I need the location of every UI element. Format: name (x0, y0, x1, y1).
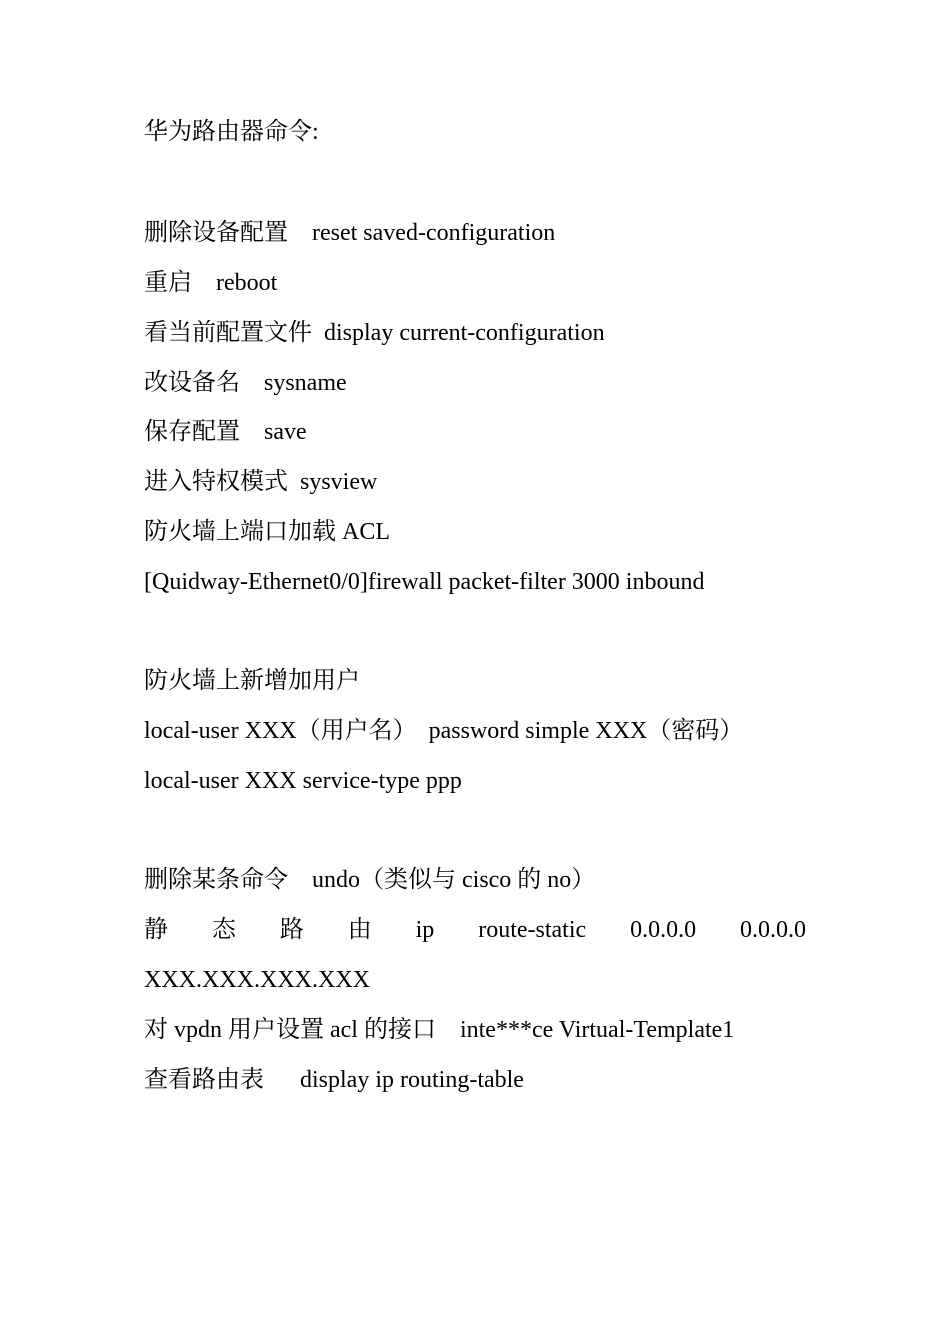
command-line-static-route (144, 915, 806, 945)
command-line-packet-filter: [Quidway-Ethernet0/0]firewall packet-filter 3000 inbound (144, 569, 705, 595)
command-line-reboot: 重启 reboot (144, 270, 278, 296)
command-line-local-user-password: local-user XXX（用户名） password simple XXX（密码） (144, 718, 744, 744)
command-line-save: 保存配置 save (144, 419, 307, 445)
static-route-word: 由 (347, 917, 372, 943)
command-line-static-route-next-hop: XXX.XXX.XXX.XXX (144, 967, 370, 993)
static-route-word: ip (415, 917, 435, 943)
command-line-vpdn-acl: 对 vpdn 用户设置 acl 的接口 inte***ce Virtual-Template1 (144, 1017, 735, 1043)
command-line-local-user-service: local-user XXX service-type ppp (144, 768, 462, 794)
command-line-display-config: 看当前配置文件 display current-configuration (144, 320, 605, 346)
command-line-reset-config: 删除设备配置 reset saved-configuration (144, 220, 556, 246)
static-route-word: 路 (279, 917, 304, 943)
section-heading-add-user: 防火墙上新增加用户 (144, 668, 360, 694)
command-line-sysview: 进入特权模式 sysview (144, 469, 378, 495)
static-route-word: 态 (211, 917, 236, 943)
command-line-undo: 删除某条命令 undo（类似与 cisco 的 no） (144, 867, 596, 893)
static-route-word: 静 (144, 917, 168, 943)
static-route-word: 0.0.0.0 (739, 917, 806, 943)
command-line-firewall-acl: 防火墙上端口加载 ACL (144, 519, 390, 545)
command-line-sysname: 改设备名 sysname (144, 370, 347, 396)
static-route-word: 0.0.0.0 (630, 917, 697, 943)
document-title: 华为路由器命令: (144, 119, 319, 145)
command-line-routing-table: 查看路由表 display ip routing-table (144, 1067, 524, 1093)
static-route-word: route-static (478, 917, 587, 943)
